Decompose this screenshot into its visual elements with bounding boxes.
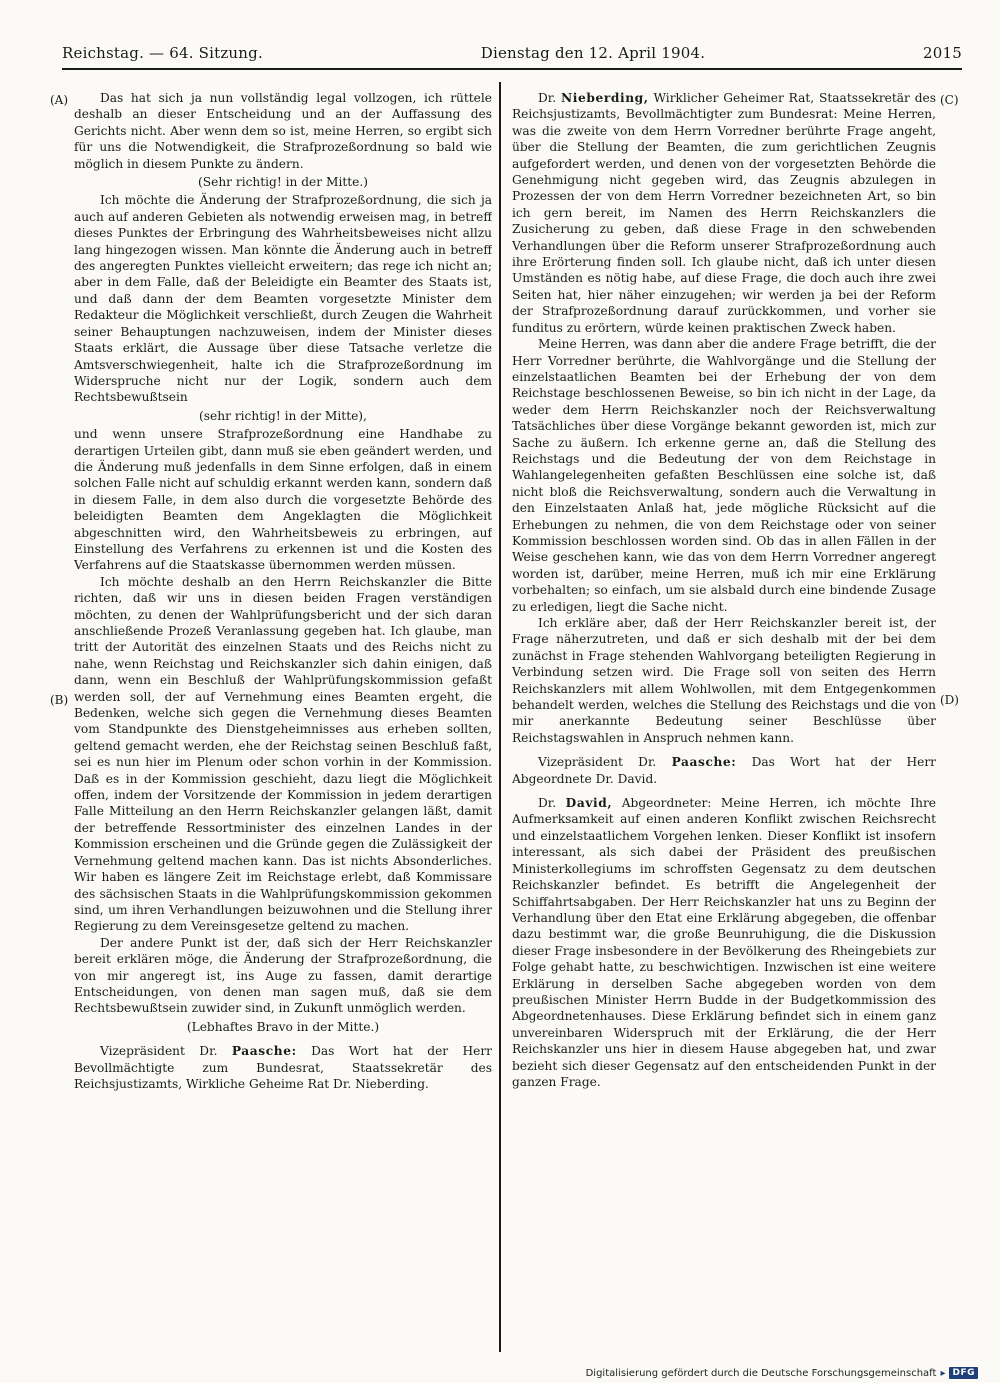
- speech-text: Abgeordneter: Meine Herren, ich möchte Ihre Aufmerksamkeit auf einen anderen Konflikt zwischen Reichsrecht und einzelstaatlichem Vorgehen lenken. Dieser Konflikt ist insofern interessant, als sich dabei der Präsident des preußischen Ministerkollegiums im schroffsten Gegensatz zu dem deutschen Reichskanzler befindet. Es betrifft die Angelegenheit der Schiffahrtsabgaben. Der Herr Reichskanzler hat uns zu Beginn der Verhandlung über den Etat eine Erklärung abgegeben, die offenbar dazu bestimmt war, die große Beunruhigung, die die Diskussion dieser Frage insbesondere in der Bevölkerung des Rheingebiets zur Folge gehabt hatte, zu beschwichtigen. Inzwischen ist eine weitere Erklärung in derselben Sache abgegeben worden von dem preußischen Minister Herrn Budde in der Budgetkommission des Abgeordnetenhauses. Diese Erklärung befindet sich in einem ganz unvereinbaren Widerspruch mit der Erklärung, die der Herr Reichskanzler uns hier in diesem Hause abgegeben hat, und zwar bezieht sich dieser Gegensatz auf den entscheidenden Punkt in der ganzen Frage.: [512, 796, 936, 1089]
- header-left: Reichstag. — 64. Sitzung.: [62, 44, 263, 62]
- paragraph: Der andere Punkt ist der, daß sich der Herr Reichskanzler bereit erklären möge, die Änderung der Strafprozeßordnung, die von mir angeregt ist, ins Auge zu fassen, damit derartige Entscheidungen, von denen man sagen muß, daß sie dem Rechtsbewußtsein zuwider sind, in Zukunft unmöglich werden.: [74, 935, 492, 1016]
- footer-text: Digitalisierung gefördert durch die Deutsche Forschungsgemeinschaft: [585, 1367, 937, 1379]
- header-rule: [62, 68, 962, 70]
- margin-marker-a: (A): [50, 93, 69, 107]
- dfg-logo: DFG: [949, 1367, 978, 1379]
- speech-text: Wirklicher Geheimer Rat, Staatssekretär des Reichsjustizamts, Bevollmächtigter zum Bundesrat: Meine Herren, was die zweite von dem Herrn Vorredner berührte Frage angeht, über die Stellung der Beamten, die zum gerichtlichen Zeugnis aufgefordert werden, und denen von der vorgesetzten Behörde die Genehmigung nicht gegeben wird, das Zeugnis abzulegen in Prozessen der von dem Herrn Vorredner bezeichneten Art, so bin ich gern bereit, im Namen des Herrn Reichskanzlers die Zusicherung zu geben, daß diese Frage in den schwebenden Verhandlungen über die Reform unserer Strafprozeßordnung auch ihre Erörterung finden soll. Ich glaube nicht, daß ich unter diesen Umständen es nötig habe, auf diese Frage, die doch auch ihre zwei Seiten hat, hier näher einzugehen; wir werden ja bei der Reform der Strafprozeßordnung darauf zurückkommen, und vorher sie funditus zu erörtern, würde keinen praktischen Zweck haben.: [512, 91, 936, 335]
- page-number: 2015: [923, 44, 962, 62]
- paragraph: Ich erkläre aber, daß der Herr Reichskanzler bereit ist, der Frage näherzutreten, und daß er sich deshalb mit der bei dem zunächst in Frage stehenden Wahlvorgang beteiligten Regierung in Verbindung setzen wird. Die Frage soll von seiten des Herrn Reichskanzlers mit allem Wohlwollen, mit dem Entgegenkommen behandelt werden, welches die Stellung des Reichstags und die von mir anerkannte Bedeutung seiner Beschlüsse über Reichstagswahlen in Anspruch nehmen kann.: [512, 616, 936, 745]
- paragraph: Ich möchte deshalb an den Herrn Reichskanzler die Bitte richten, daß wir uns in diesen beiden Fragen verständigen möchten, zu denen der Wahlprüfungsbericht und der sich daran anschließende Prozeß Veranlassung gegeben hat. Ich glaube, man tritt der Autorität des einzelnen Staats und des Reichs nicht zu nahe, wenn Reichstag und Reichskanzler sich dahin einigen, daß dann, wenn ein Beschluß der Wahlprüfungskommission gefaßt werden soll, der auf Vernehmung eines Beamten ergeht, die Bedenken, welche sich gegen die Vernehmung dieses Beamten vom Standpunkte des Dienstgeheimnisses aus erheben sollten, geltend gemacht werden, ehe der Reichstag seinen Beschluß faßt, sei es nun hier im Plenum oder schon vorhin in der Kommission. Daß es in der Kommission geschieht, dazu liegt die Möglichkeit offen, indem der Vorsitzende der Kommission in jedem derartigen Falle Mitteilung an den Herrn Reichskanzler gelangen läßt, damit der betreffende Ressortminister des einzelnen Landes in der Kommission erscheinen und die Gründe gegen die Zulässigkeit der Vernehmung geltend machen kann. Das ist nichts Absonderliches. Wir haben es längere Zeit im Reichstage erlebt, daß Kommissare des sächsischen Staats in die Wahlprüfungskommission gekommen sind, um ihren Verhandlungen beizuwohnen und die Stellung ihrer Regierung zu dem Vereinsgesetze geltend zu machen.: [74, 574, 492, 934]
- interjection: (Lebhaftes Bravo in der Mitte.): [186, 1019, 380, 1034]
- left-column: [74, 90, 492, 1300]
- speaker-paragraph: [512, 795, 936, 1090]
- speaker-title: Dr.: [538, 796, 557, 811]
- speaker-name: Nieberding,: [561, 91, 649, 105]
- paragraph: und wenn unsere Strafprozeßordnung eine Handhabe zu derartigen Urteilen gibt, dann muß sie eben geändert werden, und die Änderung muß jedenfalls in dem Sinne erfolgen, daß in einem solchen Falle nicht auf schuldig erkannt werden kann, sondern daß in diesem Falle, in dem also durch die vorgesetzte Behörde des beleidigten Beamten dem Angeklagten die Möglichkeit abgeschnitten wird, den Wahrheitsbeweis zu erbringen, auf Einstellung des Verfahrens zu erkennen ist und die Kosten des Verfahrens auf die Staatskasse übernommen werden müssen.: [74, 427, 492, 573]
- interjection: (Sehr richtig! in der Mitte.): [198, 175, 368, 190]
- paragraph: Das hat sich ja nun vollständig legal vollzogen, ich rüttele deshalb an dieser Entscheidung und an der Auffassung des Gerichts nicht. Aber wenn dem so ist, meine Herren, so ergibt sich für uns die Notwendigkeit, die Strafprozeßordnung so bald wie möglich in diesem Punkte zu ändern.: [74, 91, 492, 171]
- header-date: Dienstag den 12. April 1904.: [480, 44, 706, 62]
- speaker-name: David,: [565, 796, 613, 811]
- digitization-footer: [586, 1366, 978, 1380]
- interjection: (sehr richtig! in der Mitte),: [199, 408, 367, 423]
- margin-marker-c: (C): [940, 93, 959, 107]
- margin-marker-b: (B): [50, 693, 69, 707]
- speaker-title: Vizepräsident Dr.: [100, 1044, 218, 1059]
- speaker-paragraph: [74, 1043, 492, 1092]
- speaker-title: Vizepräsident Dr.: [538, 755, 657, 770]
- speaker-name: Paasche:: [231, 1044, 297, 1059]
- margin-marker-d: (D): [940, 693, 959, 707]
- speech-text: Das Wort hat der Herr Abgeordnete Dr. David.: [512, 755, 936, 786]
- paragraph: Ich möchte die Änderung der Strafprozeßordnung, die sich ja auch auf anderen Gebieten als notwendig erweisen mag, in betreff dieses Punktes der Erbringung des Wahrheitsbeweises nicht allzu lang hingezogen wissen. Man könnte die Änderung auch in betreff des angeregten Punktes vielleicht erweitern; das rege ich nicht an; aber in dem Falle, daß der Beleidigte ein Beamter des Staats ist, und daß dann der dem Beamten vorgesetzte Minister dem Redakteur die Möglichkeit verschließt, durch Zeugen die Wahrheit seiner Behauptungen nachzuweisen, indem der Minister dieses Staats erklärt, die Aussage über diese Tatsache verletze die Amtsverschwiegenheit, halte ich die Strafprozeßordnung im Widerspruche nicht nur der Logik, sondern auch dem Rechtsbewußtsein: [74, 193, 492, 405]
- page-header: [62, 40, 962, 66]
- speech-text: Das Wort hat der Herr Bevollmächtigte zum Bundesrat, Staatssekretär des Reichsjustizamts, Wirkliche Geheime Rat Dr. Nieberding.: [74, 1044, 492, 1091]
- column-divider: [499, 82, 501, 1352]
- speaker-paragraph: [512, 754, 936, 787]
- paragraph: Meine Herren, was dann aber die andere Frage betrifft, die der Herr Vorredner berührte, die Wahlvorgänge und die Stellung der einzelstaatlichen Beamten bei der Erhebung der von dem Reichstage beschlossenen Beweise, so bin ich nicht in der Lage, da weder dem Herrn Reichskanzler noch der Reichsverwaltung Tatsächliches über diese Vorgänge bekannt geworden ist, mich zur Sache zu äußern. Ich erkenne gerne an, daß die Stellung des Reichstags und die Bedeutung der von dem Reichstage in Wahlangelegenheiten gefaßten Beschlüssen eine solche ist, daß nicht bloß die Reichsverwaltung, sondern auch die Verwaltung in den Einzelstaaten Anlaß hat, jede mögliche Rücksicht auf die Erhebungen zu nehmen, die von dem Reichstage oder von seiner Kommission beschlossen worden sind. Ob das in allen Fällen in der Weise geschehen kann, wie das von dem Herrn Vorredner angeregt worden ist, darüber, meine Herren, muß ich mir eine Erklärung vorbehalten; so einfach, um sie alsbald durch eine bindende Zusage zu erledigen, liegt die Sache nicht.: [512, 337, 936, 614]
- speaker-title: Dr.: [538, 91, 557, 105]
- right-column: [512, 90, 936, 1300]
- footer-separator-icon: ▸: [940, 1367, 946, 1379]
- speaker-name: Paasche:: [671, 755, 737, 770]
- speaker-paragraph: [512, 90, 936, 336]
